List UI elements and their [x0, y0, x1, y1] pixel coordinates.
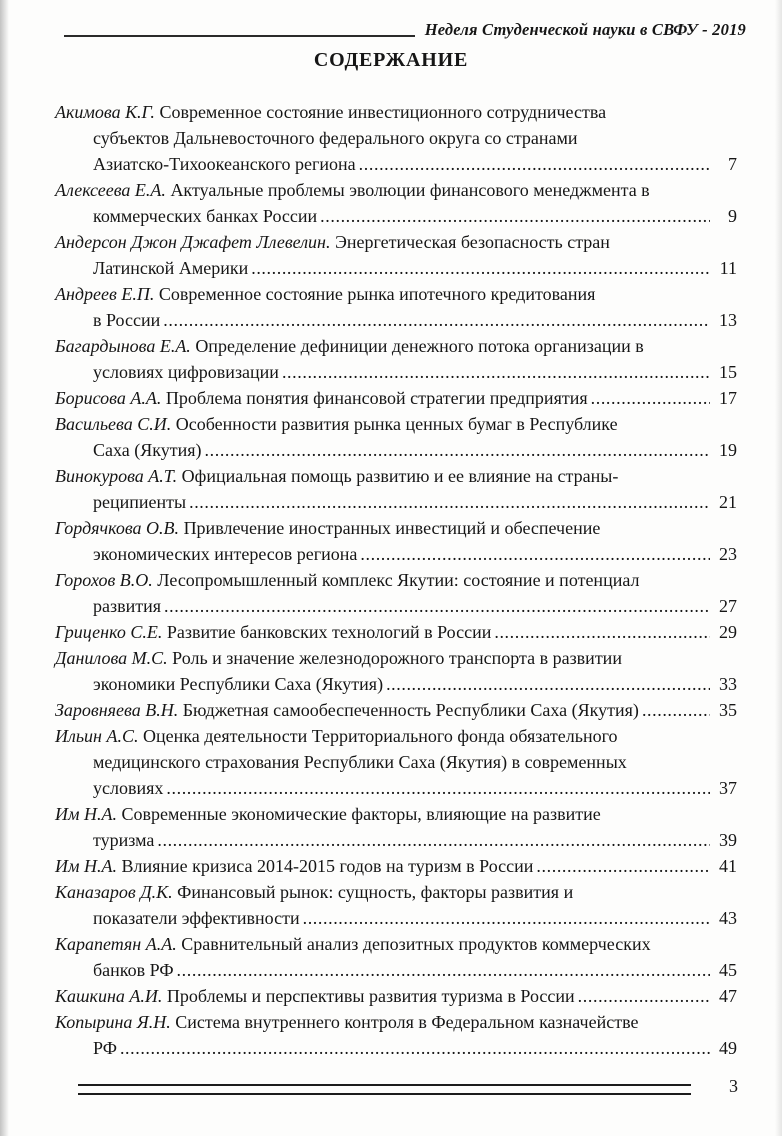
- page-footer: [78, 1076, 738, 1097]
- toc-entry-title: коммерческих банках России: [93, 206, 318, 226]
- toc-entry-title: развития: [93, 596, 162, 616]
- toc-entry-author: Ильин А.С.: [55, 726, 143, 746]
- toc-entry-title: медицинского страхования Республики Саха (Якутия) в современных: [93, 752, 627, 772]
- toc-entry-first-line: [55, 931, 737, 957]
- toc-entry: [55, 1009, 737, 1061]
- dot-leader: [494, 619, 710, 645]
- toc-entry: [55, 853, 737, 879]
- dot-leader: [120, 1035, 710, 1061]
- toc-entry-title: реципиенты: [93, 492, 187, 512]
- toc-entry-page-number: 35: [719, 700, 737, 720]
- toc-entry-author: Акимова К.Г.: [55, 102, 160, 122]
- toc-entry-author: Андреев Е.П.: [55, 284, 159, 304]
- dot-leader: [386, 671, 710, 697]
- toc-entry-page-number: 45: [719, 960, 737, 980]
- toc-entry-title: Карапетян А.А. Сравнительный анализ депозитных продуктов коммерческих: [55, 934, 651, 954]
- toc-entry: [55, 385, 737, 411]
- toc-entry-title: Андерсон Джон Джафет Ллевелин. Энергетическая безопасность стран: [55, 232, 610, 252]
- dot-leader: [320, 203, 710, 229]
- toc-entry-page-number: 19: [719, 440, 737, 460]
- toc-entry-title: экономики Республики Саха (Якутия): [93, 674, 384, 694]
- toc-entry-first-line: [55, 1009, 737, 1035]
- toc-entry-page-number: 13: [719, 310, 737, 330]
- toc-entry-wrap-line: [55, 775, 737, 801]
- toc-entry-page-number: 23: [719, 544, 737, 564]
- toc-entry-wrap-line: [55, 307, 737, 333]
- toc-entry-wrap-line: [55, 125, 737, 151]
- toc-entry-wrap-line: [55, 437, 737, 463]
- toc-entry-page-number: 9: [728, 206, 737, 226]
- toc-entry-author: Каназаров Д.К.: [55, 882, 178, 902]
- toc-entry-first-line: [55, 983, 737, 1009]
- toc-entry-title: РФ: [93, 1038, 117, 1058]
- toc-entry-author: Винокурова А.Т.: [55, 466, 182, 486]
- toc-entry-title: Копырина Я.Н. Система внутреннего контроля в Федеральном казначействе: [55, 1012, 639, 1032]
- toc-entry: [55, 177, 737, 229]
- toc-entry-title: банков РФ: [93, 960, 174, 980]
- dot-leader: [303, 905, 710, 931]
- toc-entry-page-number: 41: [719, 856, 737, 876]
- toc-entry: [55, 801, 737, 853]
- toc-entry-title: экономических интересов региона: [93, 544, 358, 564]
- toc-entry-wrap-line: [55, 1035, 737, 1061]
- toc-entry-title: Гордячкова О.В. Привлечение иностранных инвестиций и обеспечение: [55, 518, 601, 538]
- toc-entry-wrap-line: [55, 671, 737, 697]
- toc-entry-title: Ильин А.С. Оценка деятельности Территориального фонда обязательного: [55, 726, 618, 746]
- toc-entry-author: Данилова М.С.: [55, 648, 173, 668]
- toc-entry-page-number: 7: [728, 154, 737, 174]
- toc-entry-author: Копырина Я.Н.: [55, 1012, 176, 1032]
- toc-entry-author: Андерсон Джон Джафет Ллевелин.: [55, 232, 335, 252]
- toc-entry-page-number: 15: [719, 362, 737, 382]
- footer-double-rule: [78, 1084, 691, 1095]
- toc-entry-wrap-line: [55, 957, 737, 983]
- toc-entry-title: Заровняева В.Н. Бюджетная самообеспеченность Республики Саха (Якутия): [55, 700, 639, 720]
- toc-entry: [55, 333, 737, 385]
- dot-leader: [164, 593, 710, 619]
- toc-entry-first-line: [55, 697, 737, 723]
- dot-leader: [189, 489, 710, 515]
- toc-entry-title: Азиатско-Тихоокеанского региона: [93, 154, 356, 174]
- toc-entry-title: субъектов Дальневосточного федерального округа со странами: [93, 128, 578, 148]
- toc-entry-author: Им Н.А.: [55, 804, 122, 824]
- toc-entry-first-line: [55, 385, 737, 411]
- toc-entry-wrap-line: [55, 255, 737, 281]
- toc-entry-title: Им Н.А. Влияние кризиса 2014-2015 годов на туризм в России: [55, 856, 534, 876]
- dot-leader: [251, 255, 710, 281]
- toc-entry-page-number: 29: [719, 622, 737, 642]
- toc-entry-page-number: 43: [719, 908, 737, 928]
- toc-entry-title: Багардынова Е.А. Определение дефиниции денежного потока организации в: [55, 336, 644, 356]
- dot-leader: [282, 359, 710, 385]
- toc-entry-author: Гордячкова О.В.: [55, 518, 184, 538]
- toc-entry-author: Борисова А.А.: [55, 388, 166, 408]
- toc-entry-wrap-line: [55, 541, 737, 567]
- toc-entry-page-number: 39: [719, 830, 737, 850]
- toc-list: [55, 99, 737, 1061]
- toc-entry-title: Андреев Е.П. Современное состояние рынка ипотечного кредитования: [55, 284, 596, 304]
- toc-entry-title: Им Н.А. Современные экономические факторы, влияющие на развитие: [55, 804, 601, 824]
- toc-entry: [55, 645, 737, 697]
- toc-entry: [55, 99, 737, 177]
- toc-entry-title: Алексеева Е.А. Актуальные проблемы эволюции финансового менеджмента в: [55, 180, 650, 200]
- running-title: Неделя Студенческой науки в СВФУ - 2019: [424, 20, 746, 39]
- toc-entry: [55, 463, 737, 515]
- dot-leader: [642, 697, 710, 723]
- toc-entry-first-line: [55, 411, 737, 437]
- toc-entry-title: туризма: [93, 830, 155, 850]
- toc-entry-title: Винокурова А.Т. Официальная помощь развитию и ее влияние на страны-: [55, 466, 619, 486]
- toc-entry-author: Горохов В.О.: [55, 570, 158, 590]
- toc-entry-title: показатели эффективности: [93, 908, 300, 928]
- toc-entry-title: Борисова А.А. Проблема понятия финансовой стратегии предприятия: [55, 388, 588, 408]
- toc-entry-first-line: [55, 645, 737, 671]
- toc-entry-page-number: 47: [719, 986, 737, 1006]
- toc-entry-title: Латинской Америки: [93, 258, 249, 278]
- toc-entry-author: Кашкина А.И.: [55, 986, 167, 1006]
- toc-entry: [55, 983, 737, 1009]
- toc-entry-first-line: [55, 723, 737, 749]
- running-header: [64, 20, 746, 40]
- toc-entry-page-number: 21: [719, 492, 737, 512]
- toc-entry: [55, 619, 737, 645]
- toc-entry-title: Акимова К.Г. Современное состояние инвестиционного сотрудничества: [55, 102, 607, 122]
- toc-entry-page-number: 17: [719, 388, 737, 408]
- toc-entry-title: Данилова М.С. Роль и значение железнодорожного транспорта в развитии: [55, 648, 622, 668]
- toc-entry-author: Им Н.А.: [55, 856, 122, 876]
- toc-entry-title: Каназаров Д.К. Финансовый рынок: сущность, факторы развития и: [55, 882, 574, 902]
- toc-entry-author: Заровняева В.Н.: [55, 700, 183, 720]
- dot-leader: [163, 307, 710, 333]
- page-title: СОДЕРЖАНИЕ: [313, 49, 469, 71]
- footer-page-number: 3: [729, 1076, 738, 1096]
- dot-leader: [360, 541, 710, 567]
- dot-leader: [578, 983, 710, 1009]
- toc-entry-wrap-line: [55, 203, 737, 229]
- toc-entry-wrap-line: [55, 593, 737, 619]
- toc-entry: [55, 723, 737, 801]
- dot-leader: [205, 437, 710, 463]
- toc-entry: [55, 515, 737, 567]
- toc-entry-first-line: [55, 229, 737, 255]
- dot-leader: [166, 775, 710, 801]
- toc-entry-wrap-line: [55, 905, 737, 931]
- toc-entry-first-line: [55, 853, 737, 879]
- toc-entry: [55, 697, 737, 723]
- toc-entry-title: условиях: [93, 778, 164, 798]
- toc-entry-author: Карапетян А.А.: [55, 934, 182, 954]
- toc-entry-page-number: 33: [719, 674, 737, 694]
- toc-entry-title: Васильева С.И. Особенности развития рынка ценных бумаг в Республике: [55, 414, 618, 434]
- dot-leader: [157, 827, 710, 853]
- toc-entry-author: Багардынова Е.А.: [55, 336, 196, 356]
- toc-entry-title: условиях цифровизации: [93, 362, 279, 382]
- toc-entry-page-number: 49: [719, 1038, 737, 1058]
- toc-entry-wrap-line: [55, 827, 737, 853]
- dot-leader: [177, 957, 710, 983]
- toc-entry-wrap-line: [55, 151, 737, 177]
- toc-entry-first-line: [55, 463, 737, 489]
- toc-entry-first-line: [55, 619, 737, 645]
- toc-entry-first-line: [55, 879, 737, 905]
- dot-leader: [536, 853, 710, 879]
- toc-entry-title: Гриценко С.Е. Развитие банковских технологий в России: [55, 622, 492, 642]
- toc-entry-author: Алексеева Е.А.: [55, 180, 171, 200]
- toc-entry-title: Саха (Якутия): [93, 440, 202, 460]
- toc-entry-wrap-line: [55, 749, 737, 775]
- dot-leader: [359, 151, 710, 177]
- toc-entry-first-line: [55, 177, 737, 203]
- toc-entry-title: Горохов В.О. Лесопромышленный комплекс Якутии: состояние и потенциал: [55, 570, 640, 590]
- toc-entry: [55, 931, 737, 983]
- toc-entry-first-line: [55, 801, 737, 827]
- toc-entry-wrap-line: [55, 359, 737, 385]
- toc-entry-title: Кашкина А.И. Проблемы и перспективы развития туризма в России: [55, 986, 575, 1006]
- toc-entry-page-number: 11: [719, 258, 737, 278]
- toc-entry-author: Васильева С.И.: [55, 414, 176, 434]
- header-rule: [64, 35, 415, 37]
- toc-entry-first-line: [55, 567, 737, 593]
- toc-entry: [55, 281, 737, 333]
- toc-entry-wrap-line: [55, 489, 737, 515]
- toc-entry: [55, 567, 737, 619]
- toc-entry: [55, 411, 737, 463]
- toc-entry: [55, 229, 737, 281]
- toc-entry-title: в России: [93, 310, 161, 330]
- toc-entry-author: Гриценко С.Е.: [55, 622, 167, 642]
- toc-entry: [55, 879, 737, 931]
- toc-entry-first-line: [55, 99, 737, 125]
- toc-entry-page-number: 37: [719, 778, 737, 798]
- toc-entry-page-number: 27: [719, 596, 737, 616]
- toc-entry-first-line: [55, 333, 737, 359]
- toc-entry-first-line: [55, 515, 737, 541]
- dot-leader: [591, 385, 710, 411]
- toc-entry-first-line: [55, 281, 737, 307]
